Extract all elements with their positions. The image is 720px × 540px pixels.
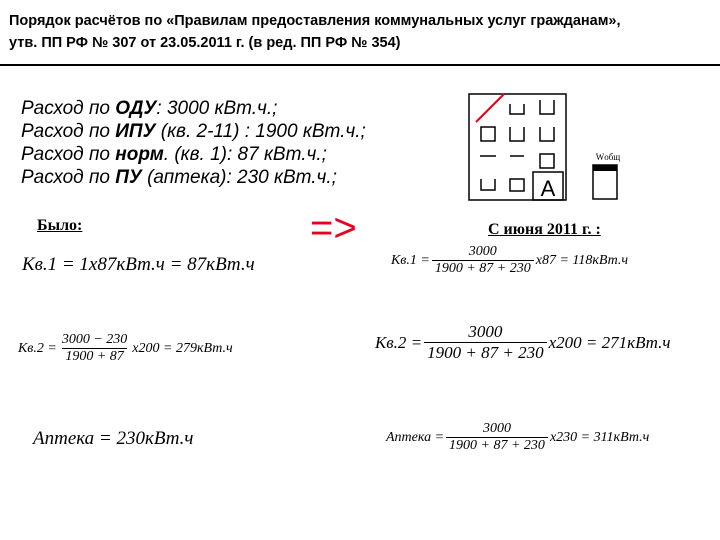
consumption-list — [21, 97, 366, 189]
before-formula-kv1: Кв.1 = 1x87кВт.ч = 87кВт.ч — [22, 254, 255, 275]
after-formula-kv2: Кв.2 = $\frac{3000}{1900 + 87 + 230}$ x200 = 271кВт.ч — [375, 322, 671, 362]
after-formula-kv1: Кв.1 = $\frac{3000}{1900 + 87 + 230}$ x87 = 118кВт.ч — [391, 244, 629, 276]
common-meter-label: Wобщ — [595, 152, 621, 162]
after-kv2-fraction: $\frac{3000}{1900 + 87 + 230}$ — [424, 322, 546, 363]
title-line-2: утв. ПП РФ № 307 от 23.05.2011 г. (в ред. ПП РФ № 354) — [9, 35, 401, 51]
building-diagram — [468, 92, 628, 204]
after-kv1-fraction: $\frac{3000}{1900 + 87 + 230}$ — [432, 244, 534, 277]
after-pharmacy-fraction: $\frac{3000}{1900 + 87 + 230}$ — [446, 421, 548, 454]
after-heading: С июня 2011 г. : — [488, 221, 601, 238]
title-divider — [0, 64, 720, 66]
title-line-1: Порядок расчётов по «Правилам предоставления коммунальных услуг гражданам», — [9, 13, 621, 29]
apartment-1-mark — [476, 94, 504, 122]
before-kv2-fraction: $\frac{3000 - 230}{1900 + 87}$ — [61, 332, 128, 364]
pharmacy-letter: А — [540, 176, 556, 201]
transition-arrow: => — [310, 206, 357, 250]
after-formula-pharmacy: Аптека = $\frac{3000}{1900 + 87 + 230}$ x230 = 311кВт.ч — [386, 421, 650, 453]
consumption-line-pu: Расход по ПУ (аптека): 230 кВт.ч.; — [21, 167, 337, 188]
before-formula-kv2: Кв.2 = $\frac{3000 - 230}{1900 + 87}$ x200 = 279кВт.ч — [18, 332, 233, 364]
consumption-line-ipu: Расход по ИПУ (кв. 2-11) : 1900 кВт.ч.; — [21, 121, 366, 142]
common-meter-icon — [593, 165, 617, 199]
consumption-line-odu: Расход по ОДУ: 3000 кВт.ч.; — [21, 98, 278, 119]
before-heading: Было: — [37, 217, 83, 234]
slide-title — [9, 10, 709, 54]
before-formula-pharmacy: Аптека = 230кВт.ч — [33, 428, 194, 449]
consumption-line-norm: Расход по норм. (кв. 1): 87 кВт.ч.; — [21, 144, 327, 165]
